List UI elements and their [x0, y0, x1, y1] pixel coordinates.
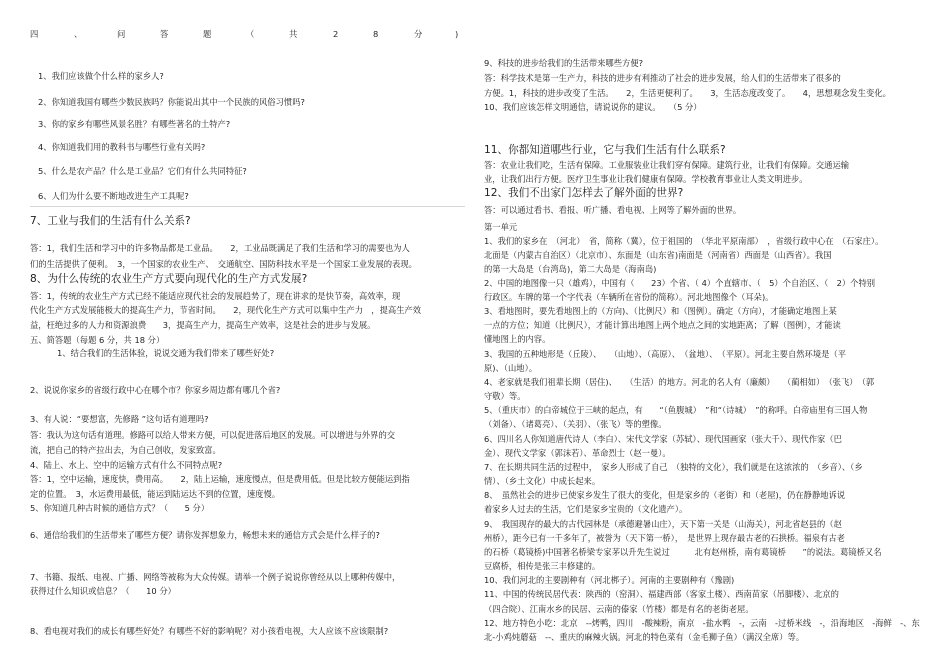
heading-char: 2 [333, 29, 339, 39]
question-9: 9、科技的进步给我们的生活带来哪些方便? [484, 58, 644, 68]
heading-char: 、 [74, 29, 83, 39]
unit-item-3-line-1: 3、看地图时，要先看地图上的（方向)、（比例尺）和（图例）。确定（方向），才能确定地图上某 [484, 306, 837, 316]
question-4: 4、你知道我们用的教科书与哪些行业有关吗? [38, 142, 206, 152]
unit-item-8-line-2: 着家乡人过去的生活，它们是家乡宝贵的（文化遗产）。 [484, 504, 688, 514]
unit-item-2-line-1: 2、中国的地图像一只（雄鸡），中国有（ 23）个省、（ 4）个直辖市、（ 5）个自治区、（ 2）个特别 [484, 278, 876, 288]
unit-item-7-line-1: 7、在长期共同生活的过程中， 家乡人形成了自己 （独特的文化），我们就是在这浓浓的 （乡音）、（乡 [484, 462, 863, 472]
unit-item-6-line-1: 6、四川名人你知道唐代诗人（李白）、宋代文学家（苏轼）、现代国画家（张大千）、现代作家（巴 [484, 434, 842, 444]
section-heading-5: 五、简答题（每题 6 分，共 18 分） [30, 335, 165, 345]
answer-9-line-2: 方便。1，科技的进步改变了生活。 2，生活更便利了。 3，生活态度改变了。 4，思想观念发生变化。 [484, 88, 891, 98]
unit-item-8-line-1: 8、 虽然社会的进步已使家乡发生了很大的变化，但是家乡的（老街）和（老屋)，仍在静静地诉说 [484, 490, 846, 500]
unit-item-10: 10、我们河北的主要剧种有（河北梆子）。河南的主要剧种有（豫剧) [484, 575, 735, 585]
unit-item-9-line-3: 的石桥（葛镜桥)中国著名桥梁专家茅以升先生说过 北有赵州桥，南有葛镜桥 ”的说法。葛镜桥又名 [484, 547, 882, 557]
unit-item-4-line-2: 守敬）等。 [484, 391, 526, 401]
unit-item-5-line-1: 5、（重庆市）的白帝城位于三峡的起点，有 “（鱼腹城） ”和“（诗城） ”的称呼。白帝庙里有三国人物 [484, 405, 868, 415]
unit-item-1-line-1: 1、我们的家乡在 （河北） 省，简称（冀），位于祖国的 （华北平原南部） ，省级行政中心在 （石家庄）。 [484, 236, 884, 246]
answer-7-line-2: 们的生活提供了便利。 3，一个国家的农业生产、 交通航空、国防科技水平是一个国家工业发展的表现。 [30, 259, 417, 269]
unit-item-1-line-2: 北面是（内蒙古自治区）（北京市）、东面是（山东省)南面是（河南省）西面是（山西省）。我国 [484, 250, 832, 260]
divider [30, 206, 465, 207]
unit-item-5-line-2: （刘备）、（诸葛亮）、（关羽）、（张飞）等的塑像。 [484, 419, 667, 429]
unit-item-1-line-3: 的第一大岛是（台湾岛)，第二大岛是（海南岛) [484, 264, 657, 274]
unit-item-12-line-2: 北-小鸡炖蘑菇 --、重庆的麻辣火锅。河北的特色菜有（金毛狮子鱼）（满汉全席）等。 [484, 632, 805, 642]
unit-item-11-line-1: 11、中国的传统民居代表：陕西的（窑洞）、福建西部（客家土楼）、西南苗家（吊脚楼）、北京的 [484, 589, 839, 599]
question-8: 8、为什么传统的农业生产方式要向现代化的生产方式发展? [30, 273, 308, 285]
short-question-7-line-2: 获得过什么知识或信息？（ 10 分） [30, 586, 176, 596]
heading-char: 共 [289, 29, 298, 39]
unit-item-9-line-4: 豆腐桥，相传是张三丰修建的。 [484, 561, 601, 571]
question-2: 2、你知道我国有哪些少数民族吗？你能说出其中一个民族的风俗习惯吗? [38, 97, 305, 107]
short-question-1: 1、结合我们的生活体验，说说交通为我们带来了哪些好处? [57, 348, 275, 358]
answer-9-line-1: 答：科学技术是第一生产力，科技的进步有利推动了社会的进步发展，给人们的生活带来了很多的 [484, 73, 841, 83]
question-6: 6、人们为什么要不断地改进生产工具呢? [38, 191, 189, 201]
unit-item-3-line-2: 一点的方位；知道（比例尺），才能计算出地图上两个地点之间的实地距离；了解（图例），才能读 [484, 320, 841, 330]
heading-char: 答 [160, 29, 169, 39]
answer-8-line-1: 答：1，传统的农业生产方式已经不能适应现代社会的发展趋势了，现在讲求的是快节奏，高效率，现 [30, 291, 401, 301]
heading-char: ) [455, 29, 459, 39]
question-1: 1、我们应该做个什么样的家乡人? [38, 71, 164, 81]
answer-4-line-1: 答：1，空中运输，速度快，费用高。 2，陆上运输，速度慢点，但是费用低。但是比较方便能运到指 [30, 474, 410, 484]
unit-item-3b-line-2: 原)、（山地）。 [484, 363, 538, 373]
short-question-2: 2、说说你家乡的省级行政中心在哪个市？你家乡周边都有哪几个省? [30, 385, 281, 395]
question-5: 5、什么是农产品？什么是工业品？它们有什么共同特征? [38, 166, 247, 176]
unit-item-2-line-2: 行政区。车牌的第一个字代表（车辆所在省份的简称）。河北地图像个（耳朵)。 [484, 292, 774, 302]
short-question-4: 4、陆上、水上、空中的运输方式有什么不同特点呢? [30, 460, 223, 470]
short-question-7-line-1: 7、书籍、报纸、电视、广播、网络等被称为大众传媒。请举一个例子说说你曾经从以上哪种传媒中， [30, 572, 401, 582]
unit-item-4-line-1: 4、老家就是我们祖辈长期（居住)、 （生活）的地方。河北的名人有（廉颇） （蔺相如） （张飞） （郭 [484, 377, 875, 387]
answer-8-line-3: 益，枉绝过多的人力和资源浪费 3，提高生产力，提高生产效率，这是社会的进步与发展。 [30, 320, 376, 330]
question-12: 12、我们不出家门怎样去了解外面的世界? [484, 187, 684, 199]
heading-char: 8 [373, 29, 379, 39]
unit-item-9-line-2: 州桥），距今已有一千多年了，被誉为（天下第一桥）， 是世界上现存最古老的石拱桥。福泉有古老 [484, 533, 845, 543]
question-10: 10、我们应该怎样文明通信，请说说你的建议。 （5 分） [484, 102, 702, 112]
heading-char: 分 [414, 29, 423, 39]
unit-item-9-line-1: 9、 我国现存的最大的古代园林是（承德避暑山庄），天下第一关是（山海关），河北省赵县的（赵 [484, 519, 842, 529]
heading-char: 四 [30, 29, 39, 39]
answer-3-line-1: 答：我认为这句话有道理。修路可以给人带来方便，可以促进落后地区的发展。可以增进与外界的交 [30, 430, 396, 440]
answer-4-line-2: 定的位置。 3，水运费用最低，能运到陆运达不到的位置，速度慢。 [30, 489, 281, 499]
heading-char: 题 [203, 29, 212, 39]
short-question-6: 6、通信给我们的生活带来了哪些方便？请你发挥想象力，畅想未来的通信方式会是什么样子的? [30, 530, 380, 540]
short-question-3: 3、有人说：“要想富，先修路 ”这句话有道理吗? [30, 414, 209, 424]
answer-12: 答：可以通过看书、看报、听广播、看电视、上网等了解外面的世界。 [484, 205, 742, 215]
short-question-5: 5、你知道几种古时候的通信方式？（ 5 分） [30, 503, 210, 513]
answer-8-line-2: 代化生产方式发展能极大的提高生产力，节省时间。 2，现代化生产方式可以集中生产力 ，提高生产效 [30, 305, 422, 315]
unit-item-3b-line-1: 3、我国的五种地形是（丘陵）、 （山地）、（高原）、 （盆地）、 （平原）。河北主要自然环境是（平 [484, 349, 847, 359]
question-3: 3、你的家乡有哪些风景名胜？有哪些著名的土特产? [38, 119, 231, 129]
short-question-8: 8、看电视对我们的成长有哪些好处？有哪些不好的影响呢？对小孩看电视，大人应该不应该限制? [30, 626, 389, 636]
question-11: 11、你都知道哪些行业，它与我们生活有什么联系? [484, 144, 726, 156]
answer-11-line-2: 业，让我们出行方便。医疗卫生事业让我们健康有保障。学校教育事业让人类文明进步。 [484, 174, 808, 184]
unit-item-12-line-1: 12、地方特色小吃：北京 --烤鸭，四川 -酸辣粉，南京 -盐水鸭 -，云南 -过桥米线 -，沿海地区 -海鲜 -、东 [484, 618, 920, 628]
answer-3-line-2: 流，把自己的特产拉出去，为自己创收，发家致富。 [30, 445, 221, 455]
unit-item-7-line-2: 情）、（乡土文化）中成长起来。 [484, 476, 601, 486]
question-7: 7、工业与我们的生活有什么关系? [30, 215, 191, 227]
answer-11-line-1: 答：农业让我们吃，生活有保障。工业服装业让我们穿有保障。建筑行业，让我们有保障。交通运输 [484, 160, 850, 170]
unit-title: 第一单元 [484, 222, 518, 232]
answer-7-line-1: 答：1，我们生活和学习中的许多物品都是工业品。 2，工业品既满足了我们生活和学习的需要也为人 [30, 243, 410, 253]
heading-char: （ [246, 29, 255, 39]
unit-item-11-line-2: （四合院）、江南水乡的民居、云南的傣家（竹楼）都是有名的老街老屋。 [484, 604, 754, 614]
heading-char: 问 [117, 29, 126, 39]
unit-item-3-line-3: 懂地图上的内容。 [484, 334, 551, 344]
unit-item-6-line-2: 金）、现代文学家（郭沫若）、革命烈士（赵一曼）。 [484, 448, 671, 458]
